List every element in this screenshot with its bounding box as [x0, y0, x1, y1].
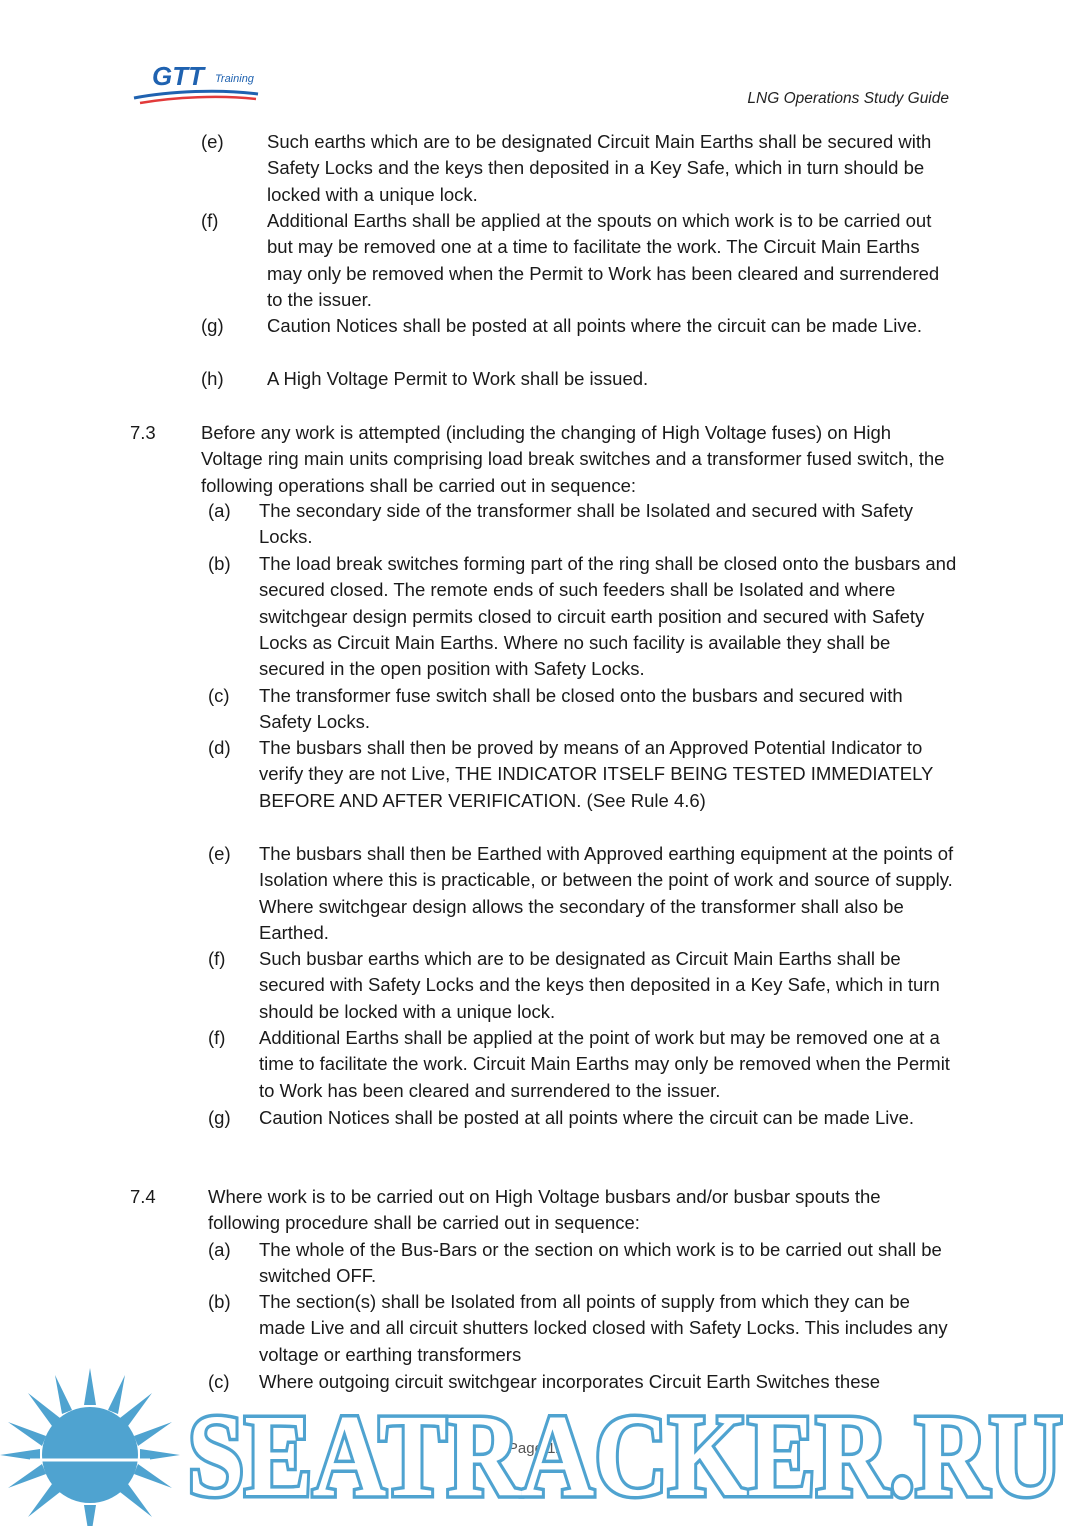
item-label: (e) [201, 131, 224, 152]
sec72-item-h [201, 366, 961, 394]
item-text: The section(s) shall be Isolated from all points of supply from which they can be made Live and all circuit shutters locked closed with Safety Locks. This includes any voltage or earthing transformers [259, 1291, 948, 1365]
item-text: Such busbar earths which are to be designated as Circuit Main Earths shall be secured with Safety Locks and the keys then deposited in a Key Safe, which in turn should be locked with a unique lock. [259, 948, 940, 1022]
page-number: Page 129 [507, 1440, 573, 1457]
sec73-item-c [208, 683, 963, 737]
item-label: (g) [208, 1107, 231, 1128]
item-label: (f) [208, 1027, 226, 1048]
logo-subtext: Training [215, 73, 254, 85]
sec73-item-f2 [208, 1025, 963, 1105]
item-label: (g) [201, 315, 224, 336]
sec73-item-b [208, 551, 963, 684]
sec73-item-e [208, 841, 963, 947]
item-text: The busbars shall then be Earthed with Approved earthing equipment at the points of Isolation where this is practicable, or between the point of work and source of supply. Where switchgear design allows the secondary of the transformer shall also be Earthed. [259, 843, 954, 943]
item-label: (b) [208, 1291, 231, 1312]
item-label: (h) [201, 368, 224, 389]
section-number: 7.4 [130, 1186, 156, 1207]
sec73-item-a [208, 498, 963, 552]
item-label: (f) [208, 948, 226, 969]
sec72-item-f [201, 208, 961, 314]
item-label: (c) [208, 685, 230, 706]
item-text: Additional Earths shall be applied at the spouts on which work is to be carried out but may be removed one at a time to facilitate the work. The Circuit Main Earths may only be removed when the Permit to Work has been cleared and surrendered to the issuer. [267, 210, 940, 310]
section-7-4-intro [130, 1184, 960, 1238]
sun-icon [0, 1368, 180, 1526]
section-intro: Before any work is attempted (including the changing of High Voltage fuses) on High Voltage ring main units comprising load break switches and a transformer fused switch, the following operations shall be carried out in sequence: [201, 422, 945, 496]
sec73-item-g [208, 1105, 963, 1159]
item-text: The load break switches forming part of the ring shall be closed onto the busbars and secured closed. The remote ends of such feeders shall be Isolated and where switchgear design permits closed to circuit earth position and secured with Safety Locks as Circuit Main Earths. Where no such facility is available they shall be secured in the open position with Safety Locks. [259, 553, 957, 680]
item-text: Additional Earths shall be applied at the point of work but may be removed one at a time to facilitate the work. Circuit Main Earths may only be removed when the Permit to Work has been cleared and surrendered to the issuer. [259, 1027, 950, 1101]
seatracker-watermark [0, 1360, 1080, 1526]
sec74-item-b [208, 1289, 963, 1369]
item-text: Caution Notices shall be posted at all points where the circuit can be made Live. [259, 1107, 915, 1128]
item-text: The secondary side of the transformer shall be Isolated and secured with Safety Locks. [259, 500, 914, 548]
document-title: LNG Operations Study Guide [747, 90, 949, 107]
watermark-text: SEATRACKER.RU [187, 1390, 1063, 1521]
sec72-item-e [201, 129, 961, 209]
sec73-item-d [208, 735, 963, 841]
item-text: Where outgoing circuit switchgear incorporates Circuit Earth Switches these [259, 1371, 881, 1392]
item-text: The whole of the Bus-Bars or the section on which work is to be carried out shall be switched OFF. [259, 1239, 942, 1287]
item-text: Such earths which are to be designated Circuit Main Earths shall be secured with Safety Locks and the keys then deposited in a Key Safe, which in turn should be locked with a unique lock. [267, 131, 932, 205]
logo-text: GTT [152, 61, 204, 91]
item-text: The busbars shall then be proved by means of an Approved Potential Indicator to verify they are not Live, THE INDICATOR ITSELF BEING TESTED IMMEDIATELY BEFORE AND AFTER VERIFICATION. (See Rule 4.6) [259, 737, 934, 811]
gtt-training-logo [130, 58, 265, 108]
item-text: The transformer fuse switch shall be closed onto the busbars and secured with Safety Locks. [259, 685, 903, 733]
item-label: (a) [208, 500, 231, 521]
item-label: (d) [208, 737, 231, 758]
item-label: (a) [208, 1239, 231, 1260]
section-intro: Where work is to be carried out on High Voltage busbars and/or busbar spouts the following procedure shall be carried out in sequence: [208, 1186, 881, 1234]
section-number: 7.3 [130, 422, 156, 443]
section-7-3-intro [130, 420, 960, 500]
item-text: A High Voltage Permit to Work shall be issued. [267, 368, 649, 389]
sec73-item-f1 [208, 946, 963, 1026]
item-label: (c) [208, 1371, 230, 1392]
sec72-item-g [201, 313, 961, 367]
item-text: Caution Notices shall be posted at all points where the circuit can be made Live. [267, 315, 923, 336]
item-label: (e) [208, 843, 231, 864]
item-label: (b) [208, 553, 231, 574]
item-label: (f) [201, 210, 219, 231]
sec74-item-a [208, 1237, 963, 1291]
